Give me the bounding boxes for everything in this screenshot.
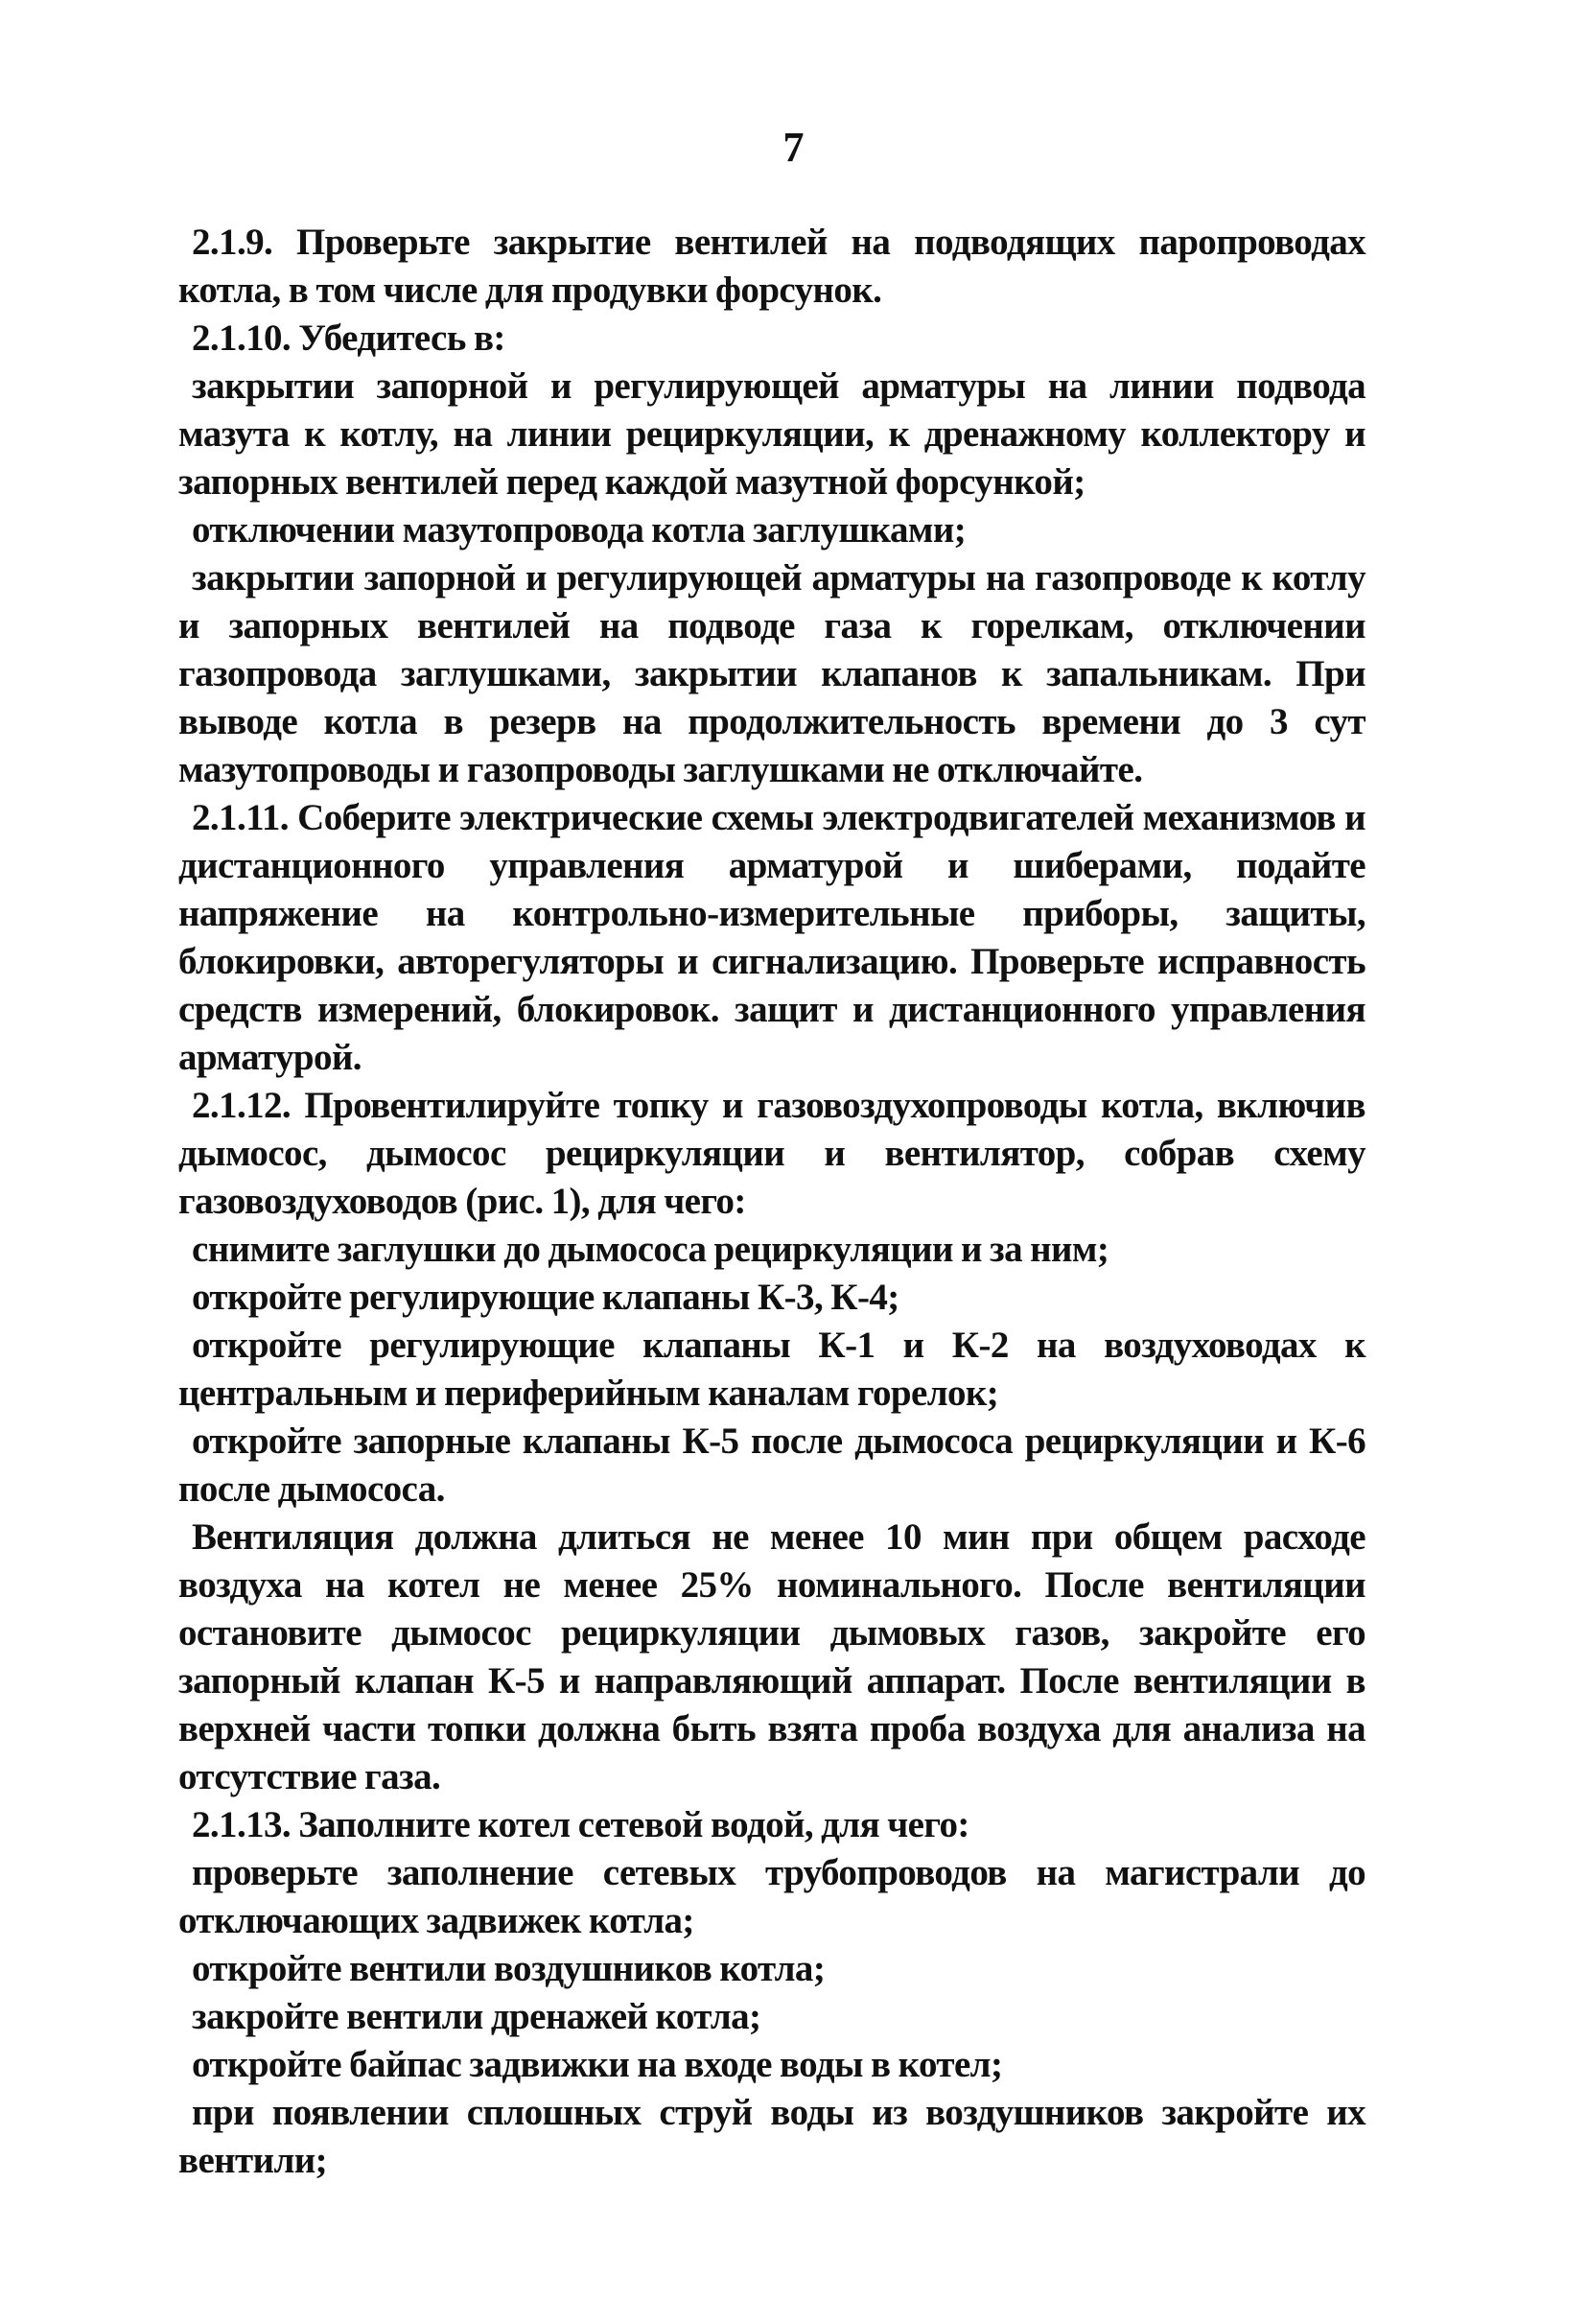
- ventilation-paragraph: Вентиляция должна длиться не менее 10 мин при общем расходе воздуха на котел не менее 25% номинального. После вентиляции остановите дымосос рециркуляции дымовых газов, закройте его запорный клапан К-5 и направляющий аппарат. После вентиляции в верхней части топки должна быть взята проба воздуха для анализа на отсутствие газа.: [178, 1516, 1365, 1797]
- paragraph-2-1-10: 2.1.10. Убедитесь в:: [192, 317, 505, 359]
- list-item: при появлении сплошных струй воды из воздушников закройте их вентили;: [178, 2092, 1365, 2181]
- list-item: откройте регулирующие клапаны К-3, К-4;: [192, 1277, 899, 1318]
- list-item: проверьте заполнение сетевых трубопроводов на магистрали до отключающих задвижек котла;: [178, 1852, 1365, 1941]
- paragraph-2-1-13: 2.1.13. Заполните котел сетевой водой, для чего:: [192, 1804, 969, 1845]
- body-text: [178, 219, 1365, 2185]
- list-item: закрытии запорной и регулирующей арматуры на линии подвода мазута к котлу, на линии рециркуляции, к дренажному коллектору и запорных вентилей перед каждой мазутной форсункой;: [178, 365, 1365, 503]
- list-item: закрытии запорной и регулирующей арматуры на газопроводе к котлу и запорных вентилей на подводе газа к горелкам, отключении газопровода заглушками, закрытии клапанов к запальникам. При выводе котла в резерв на продолжительность времени до 3 сут мазутопроводы и газопроводы заглушками не отключайте.: [178, 557, 1365, 790]
- paragraph-2-1-11: 2.1.11. Соберите электрические схемы электродвигателей механизмов и дистанционного управления арматурой и шиберами, подайте напряжение на контрольно-измерительные приборы, защиты, блокировки, авторегуляторы и сигнализацию. Проверьте исправность средств измерений, блокировок. защит и дистанционного управления арматурой.: [178, 797, 1365, 1078]
- paragraph-2-1-12: 2.1.12. Провентилируйте топку и газовоздухопроводы котла, включив дымосос, дымосос рециркуляции и вентилятор, собрав схему газовоздуховодов (рис. 1), для чего:: [178, 1085, 1365, 1222]
- paragraph-2-1-9: 2.1.9. Проверьте закрытие вентилей на подводящих паропроводах котла, в том числе для продувки форсунок.: [178, 222, 1365, 311]
- list-item: снимите заглушки до дымососа рециркуляции и за ним;: [192, 1229, 1109, 1270]
- page-number: 7: [782, 124, 805, 171]
- list-item: откройте байпас задвижки на входе воды в котел;: [192, 2044, 1003, 2085]
- list-item: закройте вентили дренажей котла;: [192, 1996, 761, 2037]
- list-item: откройте запорные клапаны К-5 после дымососа рециркуляции и К-6 после дымососа.: [178, 1420, 1365, 1510]
- list-item: откройте вентили воздушников котла;: [192, 1948, 826, 1989]
- list-item: отключении мазутопровода котла заглушками;: [192, 509, 967, 551]
- list-item: откройте регулирующие клапаны К-1 и К-2 на воздуховодах к центральным и периферийным каналам горелок;: [178, 1325, 1365, 1414]
